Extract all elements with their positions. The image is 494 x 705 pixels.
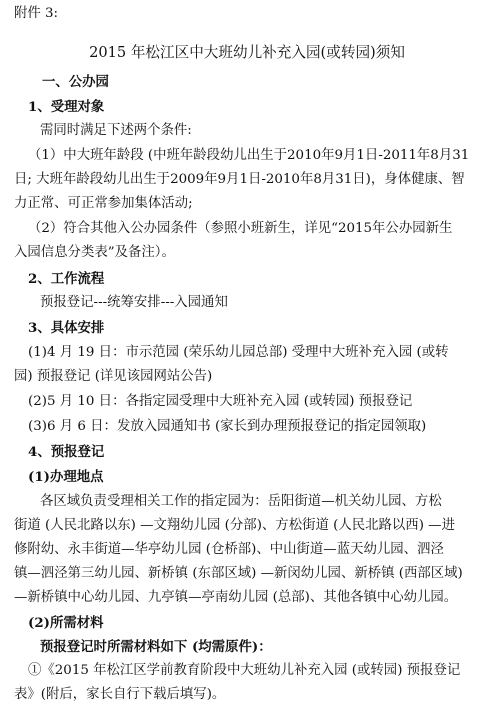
required-materials-subheading: 预报登记时所需材料如下 (均需原件)： (40, 639, 272, 655)
registration-location-line: 各区域负责受理相关工作的指定园为：岳阳街道—机关幼儿园、方松 (40, 494, 442, 509)
eligibility-intro: 需同时满足下述两个条件: (40, 123, 192, 138)
document-title: 2015 年松江区中大班幼儿补充入园(或转园)须知 (89, 44, 405, 61)
eligibility-condition-2-line: （2）符合其他入公办园条件（参照小班新生，详见“2015年公办园新生 (28, 221, 453, 236)
workflow-text: 预报登记---统筹安排---入园通知 (40, 295, 228, 310)
eligibility-condition-1-line: 日; 大班年龄段幼儿出生于2009年9月1日-2010年8月31日)，身体健康、智 (14, 172, 465, 187)
eligibility-condition-1-line: （1）中大班年龄段 (中班年龄段幼儿出生于2010年9月1日-2011年8月31 (28, 148, 470, 163)
schedule-item-line: 园) 预报登记 (详见该园网站公告) (14, 369, 213, 384)
schedule-item-line: (3)6 月 6 日：发放入园通知书 (家长到办理预报登记的指定园领取) (28, 419, 427, 434)
required-materials-heading: (2)所需材料 (28, 615, 104, 631)
subsection-heading-registration: 4、预报登记 (28, 444, 105, 460)
required-material-line: 表》(附后，家长自行下载后填写)。 (14, 687, 226, 702)
schedule-item-line: (2)5 月 10 日：各指定园受理中大班补充入园 (或转园) 预报登记 (28, 394, 413, 409)
registration-location-line: 修附幼、永丰街道—华亭幼儿园 (仓桥部)、中山街道—蓝天幼儿园、泗泾 (14, 542, 444, 557)
eligibility-condition-2-line: 入园信息分类表”及备注）。 (14, 245, 175, 260)
registration-location-line: 镇—泗泾第三幼儿园、新桥镇 (东部区域) —新闵幼儿园、新桥镇 (西部区域) (14, 566, 463, 581)
eligibility-condition-1-line: 力正常、可正常参加集体活动; (14, 196, 193, 211)
subsection-heading-schedule: 3、具体安排 (28, 320, 105, 336)
subsection-heading-eligibility: 1、受理对象 (28, 99, 105, 115)
registration-location-heading: (1)办理地点 (28, 469, 104, 485)
registration-location-line: 街道 (人民北路以东) —文翔幼儿园 (分部)、方松街道 (人民北路以西) —进 (14, 518, 455, 533)
attachment-label: 附件 3: (14, 6, 59, 21)
subsection-heading-workflow: 2、工作流程 (28, 271, 105, 287)
required-material-line: ①《2015 年松江区学前教育阶段中大班幼儿补充入园 (或转园) 预报登记 (28, 663, 461, 678)
section-heading-public-kindergarten: 一、公办园 (42, 74, 109, 90)
schedule-item-line: (1)4 月 19 日：市示范园 (荣乐幼儿园总部) 受理中大班补充入园 (或转 (28, 345, 449, 360)
registration-location-line: —新桥镇中心幼儿园、九亭镇—亭南幼儿园 (总部)、其他各镇中心幼儿园。 (14, 590, 458, 605)
